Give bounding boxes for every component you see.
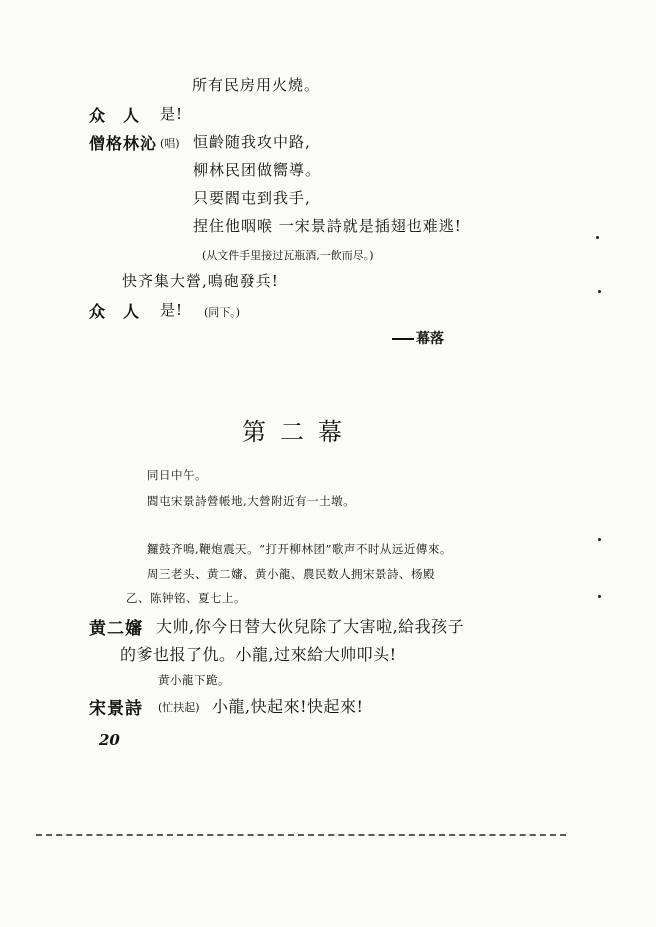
verse-line-1: 所有民房用火燒。 xyxy=(192,76,321,94)
act-title: 第二幕 xyxy=(242,418,356,446)
scene-entrance-2: 乙、陈钟铭、夏七上。 xyxy=(126,591,246,605)
print-speck xyxy=(598,290,601,293)
speaker-zhongren-2: 众 人 xyxy=(89,302,141,321)
speaker-senggelinqin: 僧格林沁 xyxy=(89,134,158,153)
scene-sound: 鑼鼓齐鳴,鞭炮震天。“打开柳林团”歌声不时从远近傳來。 xyxy=(147,542,452,556)
curtain-falls xyxy=(392,328,444,348)
verse-line-2: 恒齡随我攻中路, xyxy=(193,133,311,151)
print-speck xyxy=(596,236,599,239)
stage-direction-exit: (同下。) xyxy=(204,306,241,319)
verse-line-4: 只要閻屯到我手, xyxy=(193,189,311,207)
speaker-zhongren-1: 众 人 xyxy=(89,106,141,125)
stage-direction-help-up: (忙扶起) xyxy=(158,701,200,714)
verse-line-6: 快齐集大營,鳴砲發兵! xyxy=(122,272,279,290)
dialog-line-3: 小龍,快起來!快起來! xyxy=(212,697,364,716)
page-number: 20 xyxy=(99,731,120,749)
reply-line-1: 是! xyxy=(160,105,184,123)
scene-setting: 閻屯宋景詩營帳地,大營附近有一土墩。 xyxy=(147,494,356,508)
stage-direction-kneel: 黄小龍下跪。 xyxy=(158,673,230,687)
curtain-falls-label: 幕落 xyxy=(416,331,444,347)
dialog-line-1: 大帅,你今日替大伙兒除了大害啦,給我孩子 xyxy=(156,617,465,636)
stage-direction-sing: (唱) xyxy=(160,137,180,150)
print-speck xyxy=(598,595,601,598)
dash-mark xyxy=(392,338,414,340)
reply-line-2: 是! xyxy=(160,301,184,319)
verse-line-5: 捏住他咽喉 一宋景詩就是插翅也难逃! xyxy=(193,217,462,235)
bottom-dashed-rule xyxy=(36,834,566,836)
speaker-song-jingshi: 宋景詩 xyxy=(89,699,143,719)
verse-line-3: 柳林民团做嚮導。 xyxy=(193,161,322,179)
scene-entrance-1: 周三老头、黄二嬸、黄小龍、農民数人拥宋景詩、杨殿 xyxy=(147,567,435,581)
speaker-huang-ershen: 黄二嬸 xyxy=(89,619,143,639)
dialog-line-2: 的爹也报了仇。小龍,过來給大帅叩头! xyxy=(120,645,397,664)
scene-time: 同日中午。 xyxy=(147,468,207,482)
print-speck xyxy=(598,538,601,541)
stage-direction-drink: (从文件手里接过瓦瓶酒,一飲而尽。) xyxy=(202,249,374,262)
